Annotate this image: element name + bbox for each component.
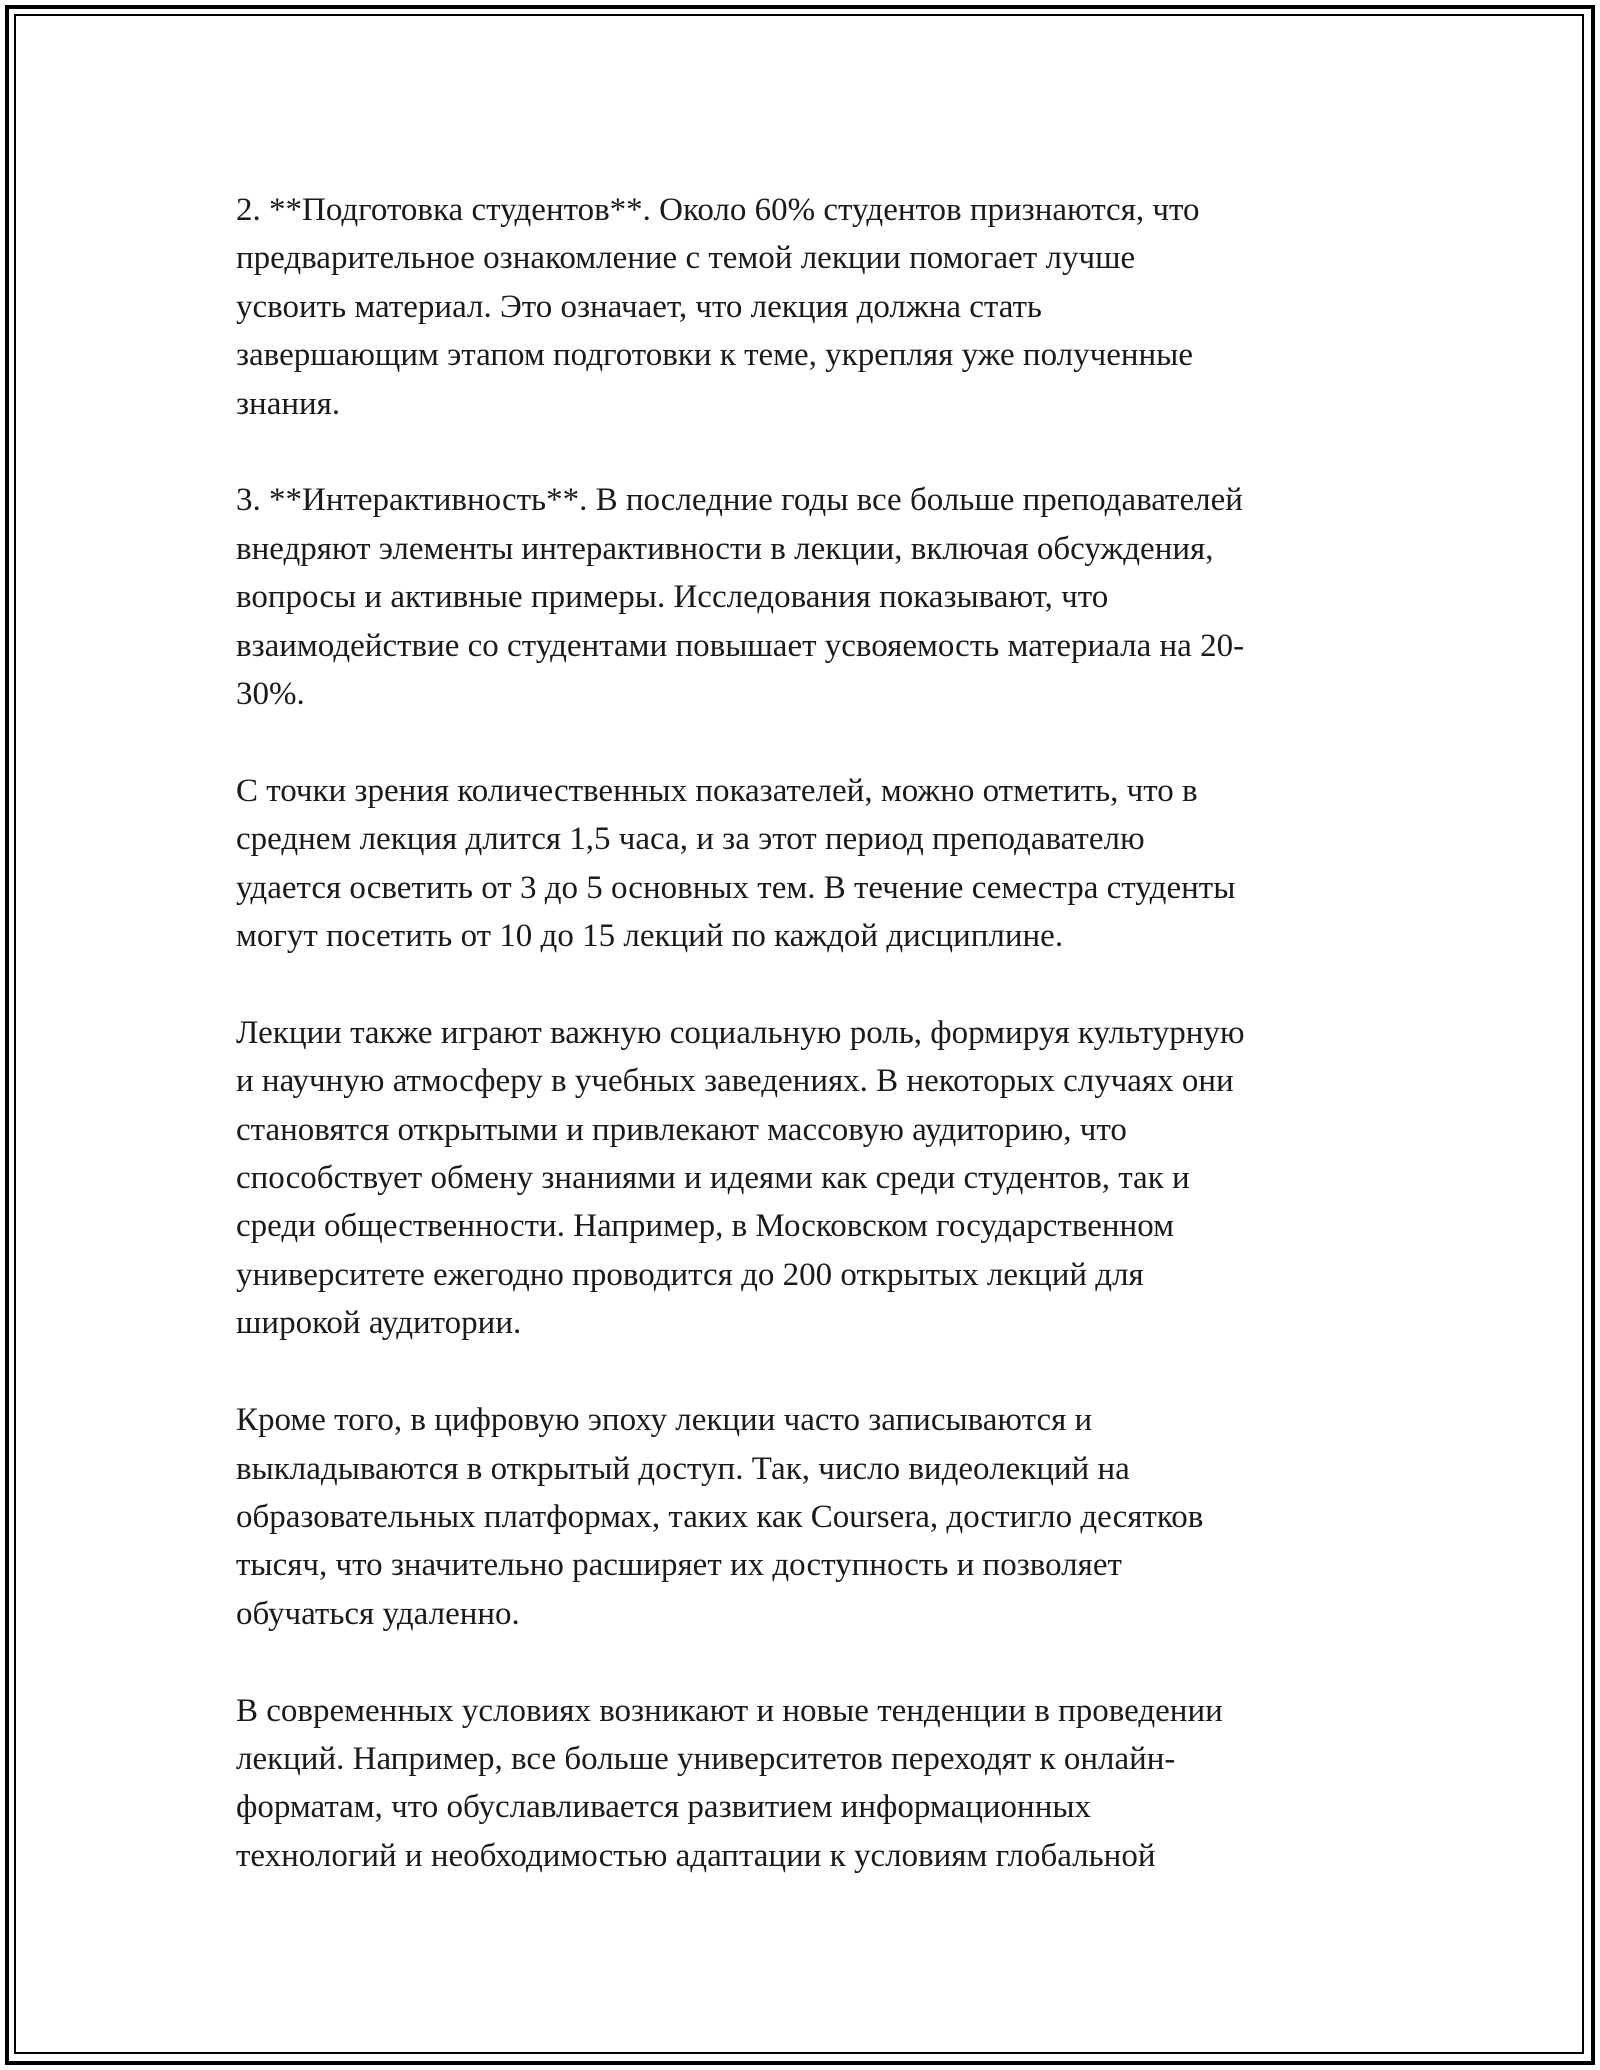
paragraph-digital-era: Кроме того, в цифровую эпоху лекции часто записываются и выкладываются в открытый доступ. Так, число видеолекций на образовательных платформах, таких как Coursera, достигло десятков тысяч, что значительно расширяет их доступность и позволяет обучаться удаленно. — [236, 1402, 1204, 1632]
document-body — [236, 186, 1378, 1880]
paragraph-interactivity: 3. **Интерактивность**. В последние годы все больше преподавателей внедряют элементы интерактивности в лекции, включая обсуждения, вопросы и активные примеры. Исследования показывают, что взаимодействие со студентами повышает усвояемость материала на 20- 30%. — [236, 482, 1245, 713]
paragraph-quantitative-indicators: С точки зрения количественных показателей, можно отметить, что в среднем лекция длится 1,5 часа, и за этот период преподавателю удается осветить от 3 до 5 основных тем. В течение семестра студенты могут посетить от 10 до 15 лекций по каждой дисциплине. — [236, 772, 1236, 955]
paragraph-new-trends: В современных условиях возникают и новые тенденции в проведении лекций. Например, все больше университетов переходят к онлайн- форматам, что обуславливается развитием информационных технологий и необходимостью адаптации к условиям глобальной — [236, 1692, 1223, 1874]
paragraph-social-role: Лекции также играют важную социальную роль, формируя культурную и научную атмосферу в учебных заведениях. В некоторых случаях они становятся открытыми и привлекают массовую аудиторию, что способствует обмену знаниями и идеями как среди студентов, так и среди общественности. Например, в Московском государственном университете ежегодно проводится до 200 открытых лекций для широкой аудитории. — [236, 1014, 1245, 1342]
paragraph-student-preparation: 2. **Подготовка студентов**. Около 60% студентов признаются, что предварительное ознакомление с темой лекции помогает лучше усвоить материал. Это означает, что лекция должна стать завершающим этапом подготовки к теме, укрепляя уже полученные знания. — [236, 192, 1200, 422]
